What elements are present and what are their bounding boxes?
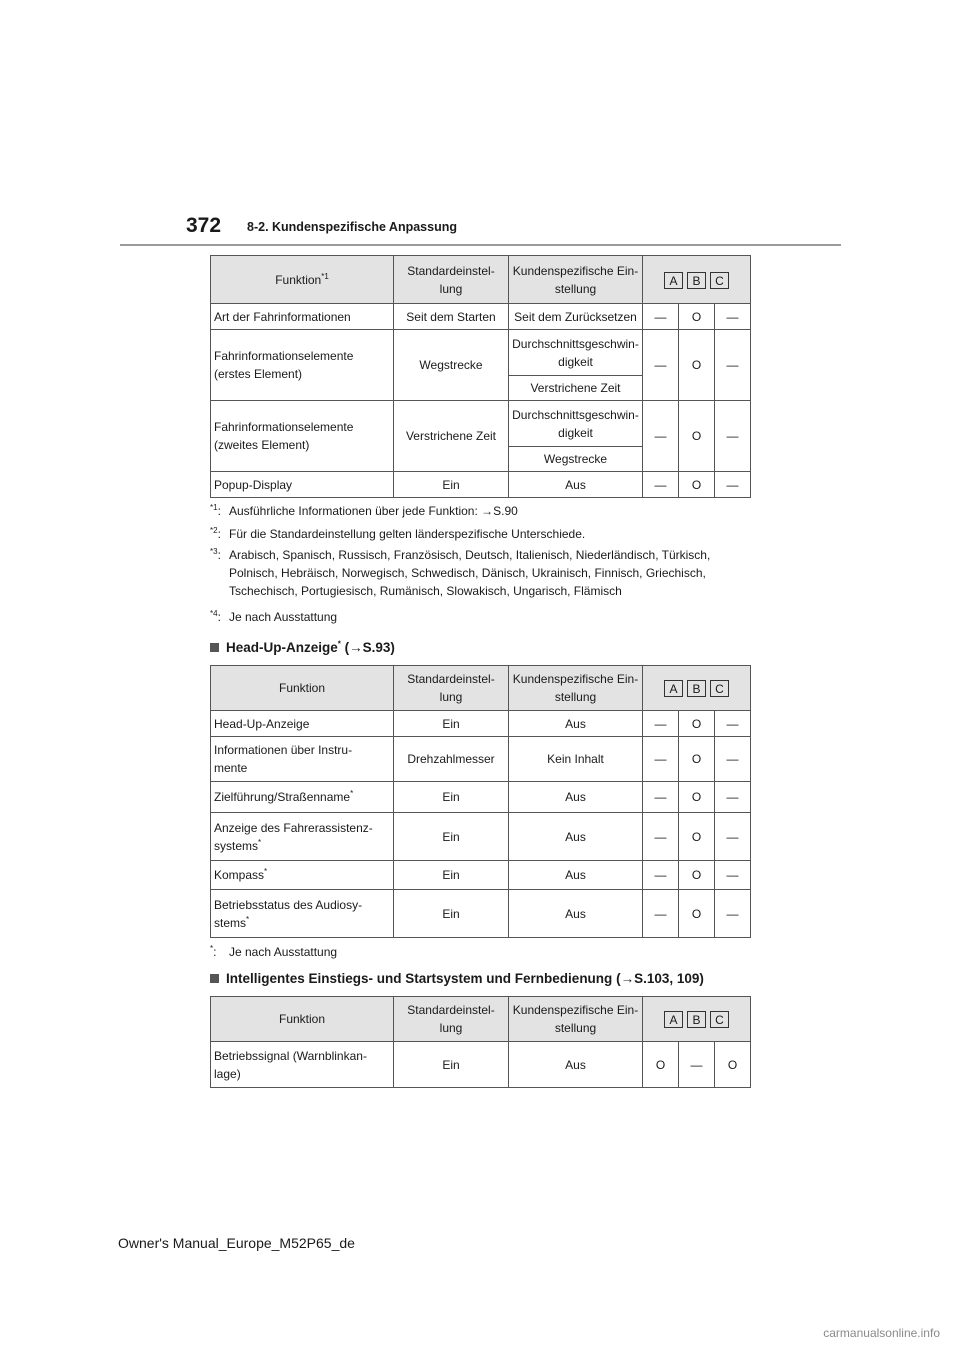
footer-text: Owner's Manual_Europe_M52P65_de	[118, 1235, 355, 1251]
header-kunden: Kundenspezifische Ein- stellung	[509, 256, 643, 304]
table-row: Wegstrecke	[211, 447, 751, 472]
section-title: 8-2. Kundenspezifische Anpassung	[247, 220, 457, 234]
box-c: C	[710, 1011, 729, 1028]
footnote: $^{*4}$: Je nach Ausstattung	[210, 609, 338, 624]
box-c: C	[710, 680, 729, 697]
footnote: $^{*2}$: Für die Standardeinstellung gelten länderspezifische Unterschiede.	[210, 526, 586, 541]
box-a: A	[664, 272, 683, 289]
box-b: B	[687, 680, 706, 697]
square-bullet-icon	[210, 974, 219, 983]
header-funktion: Funktion$^{*1}$	[211, 256, 394, 304]
box-b: B	[687, 1011, 706, 1028]
table-smart-entry	[210, 996, 751, 1088]
footnote: *: Je nach Ausstattung	[210, 944, 338, 959]
header-divider	[120, 244, 841, 246]
section-heading-smart-entry: Intelligentes Einstiegs- und Startsystem und Fernbedienung (→S.103, 109)	[210, 971, 704, 986]
table-row: Fahrinformationselemente (erstes Element) Wegstrecke Durchschnittsgeschwin- digkeit — O —	[211, 330, 751, 376]
page-number: 372	[186, 214, 222, 237]
table-row: Popup-Display Ein Aus — O —	[211, 472, 751, 498]
table-row: Betriebssignal (Warnblinkan- lage) Ein Aus O — O	[211, 1042, 751, 1088]
table-row: Informationen über Instru- mente Drehzahlmesser Kein Inhalt — O —	[211, 737, 751, 782]
box-a: A	[664, 1011, 683, 1028]
table-driving-info	[210, 255, 751, 498]
watermark[interactable]: carmanualsonline.info	[823, 1326, 940, 1340]
box-a: A	[664, 680, 683, 697]
table-row: Head-Up-Anzeige Ein Aus — O —	[211, 711, 751, 737]
table-row: Art der Fahrinformationen Seit dem Starten Seit dem Zurücksetzen — O —	[211, 304, 751, 330]
table-row: Betriebsstatus des Audiosy- stems* Ein Aus — O —	[211, 890, 751, 938]
table-row: Verstrichene Zeit	[211, 376, 751, 401]
table-row: Fahrinformationselemente (zweites Element) Verstrichene Zeit Durchschnittsgeschwin- digkeit — O —	[211, 401, 751, 447]
table-row: Kompass* Ein Aus — O —	[211, 861, 751, 890]
footnote: $^{*3}$: Arabisch, Spanisch, Russisch, Französisch, Deutsch, Italienisch, Niederländisch, Türkisch, Polnisch, Hebräisch, Norwegisch, Schwedisch, Dänisch, Ukrainisch, Finnisch, Griechisch, Tschechisch, Portugiesisch, Rumänisch, Slowakisch, Ungarisch, Flämisch	[210, 547, 711, 598]
header-abc	[643, 256, 751, 304]
table-row: Zielführung/Straßenname* Ein Aus — O —	[211, 782, 751, 813]
box-c: C	[710, 272, 729, 289]
section-heading-head-up: Head-Up-Anzeige* (→S.93)	[210, 640, 395, 655]
table-header-row	[211, 256, 751, 304]
box-b: B	[687, 272, 706, 289]
footnote: $^{*1}$: Ausführliche Informationen über jede Funktion: →S.90	[210, 503, 518, 518]
table-head-up	[210, 665, 751, 938]
table-header-row: Funktion Standardeinstel- lung Kundenspezifische Ein- stellung A B C	[211, 666, 751, 711]
table-header-row: Funktion Standardeinstel- lung Kundenspezifische Ein- stellung A B C	[211, 997, 751, 1042]
square-bullet-icon	[210, 643, 219, 652]
header-standard: Standardeinstel- lung	[394, 256, 509, 304]
table-row: Anzeige des Fahrerassistenz- systems* Ein Aus — O —	[211, 813, 751, 861]
